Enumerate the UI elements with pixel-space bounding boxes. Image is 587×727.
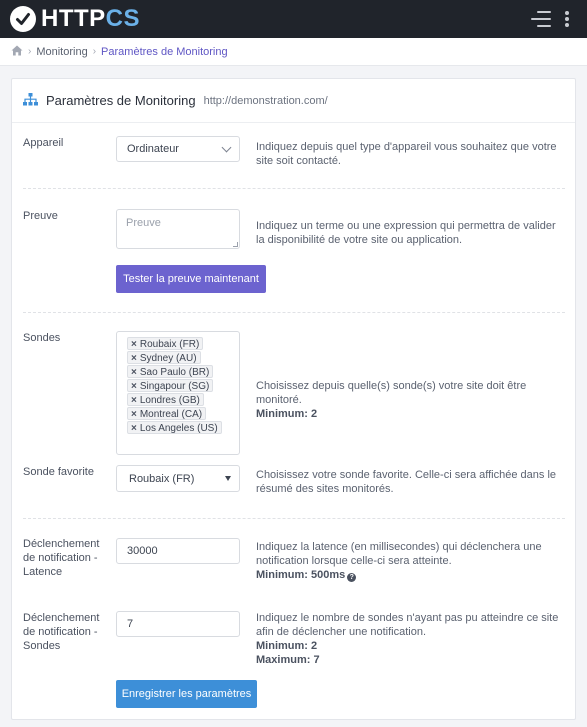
breadcrumb-separator-icon: › <box>28 46 32 57</box>
divider <box>23 188 565 189</box>
site-url: http://demonstration.com/ <box>203 94 328 107</box>
remove-icon[interactable]: × <box>131 381 137 392</box>
sondes-label: Sondes <box>23 332 61 344</box>
latence-input[interactable] <box>116 538 240 564</box>
save-settings-button[interactable]: Enregistrer les paramètres <box>116 680 257 708</box>
sondes-min: Minimum: 2 <box>256 408 318 420</box>
preuve-label: Preuve <box>23 210 58 222</box>
sonde-favorite-value: Roubaix (FR) <box>129 472 195 485</box>
sondes-trigger-max: Maximum: 7 <box>256 654 320 666</box>
sitemap-icon <box>23 93 38 109</box>
resize-handle-icon[interactable] <box>233 242 238 247</box>
sondes-trigger-min: Minimum: 2 <box>256 640 318 652</box>
remove-icon[interactable]: × <box>131 353 137 364</box>
home-icon[interactable] <box>11 45 23 59</box>
sondes-multiselect[interactable] <box>116 331 240 455</box>
menu-icon[interactable] <box>531 11 551 27</box>
sondes-help: Choisissez depuis quelle(s) sonde(s) votre site doit être monitoré. Minimum: 2 <box>256 380 527 420</box>
chevron-down-icon <box>222 143 232 153</box>
probe-tag[interactable]: × Roubaix (FR) <box>127 337 203 350</box>
divider <box>23 518 565 519</box>
sonde-favorite-help: Choisissez votre sonde favorite. Celle-ci sera affichée dans le résumé des sites monitorés. <box>256 469 557 495</box>
appareil-select[interactable] <box>116 136 240 162</box>
breadcrumb-separator-icon: › <box>92 46 97 57</box>
checkmark-icon <box>10 6 36 32</box>
breadcrumb-current: Paramètres de Monitoring <box>101 45 228 58</box>
probe-tag[interactable]: × Sao Paulo (BR) <box>127 365 213 378</box>
probe-tag[interactable]: × Londres (GB) <box>127 393 204 406</box>
remove-icon[interactable]: × <box>131 339 137 350</box>
divider <box>23 312 565 313</box>
top-bar <box>0 0 587 38</box>
breadcrumb-monitoring[interactable]: Monitoring <box>36 45 88 58</box>
more-options-icon[interactable] <box>564 11 570 27</box>
sondes-trigger-label: Déclenchement de notification - Sondes <box>23 612 100 652</box>
latence-label: Déclenchement de notification - Latence <box>23 538 100 578</box>
sonde-favorite-label: Sonde favorite <box>23 466 94 478</box>
card-title: Paramètres de Monitoring <box>46 93 196 108</box>
sonde-favorite-select[interactable] <box>116 465 240 492</box>
card-header <box>12 79 575 123</box>
preuve-placeholder: Preuve <box>126 217 161 229</box>
caret-down-icon <box>225 476 231 481</box>
preuve-help: Indiquez un terme ou une expression qui permettra de valider la disponibilité de votre site ou application. <box>256 220 556 246</box>
remove-icon[interactable]: × <box>131 409 137 420</box>
remove-icon[interactable]: × <box>131 395 137 406</box>
latence-min: Minimum: 500ms <box>256 569 346 581</box>
sondes-trigger-value: 7 <box>127 618 134 630</box>
sondes-trigger-help: Indiquez le nombre de sondes n'ayant pas pu atteindre ce site afin de déclencher une notification. Minimum: 2 Maximum: 7 <box>256 612 559 666</box>
settings-card <box>11 78 576 720</box>
latence-help: Indiquez la latence (en millisecondes) qui déclenchera une notification lorsque celle-ci sera atteinte. Minimum: 500ms ? <box>256 541 542 581</box>
appareil-label: Appareil <box>23 137 64 149</box>
remove-icon[interactable]: × <box>131 423 137 434</box>
test-proof-button[interactable]: Tester la preuve maintenant <box>116 265 266 293</box>
probe-tag[interactable]: × Montreal (CA) <box>127 407 206 420</box>
logo[interactable] <box>10 5 140 33</box>
question-circle-icon[interactable]: ? <box>347 573 356 582</box>
preuve-textarea[interactable] <box>116 209 240 249</box>
probe-tag[interactable]: × Singapour (SG) <box>127 379 213 392</box>
appareil-value: Ordinateur <box>127 143 179 155</box>
remove-icon[interactable]: × <box>131 367 137 378</box>
latence-value: 30000 <box>127 545 158 557</box>
logo-text: HTTPCS <box>41 5 141 32</box>
breadcrumb <box>0 38 587 66</box>
sondes-trigger-input[interactable] <box>116 611 240 637</box>
probe-tag[interactable]: × Los Angeles (US) <box>127 421 222 434</box>
probe-tag[interactable]: × Sydney (AU) <box>127 351 201 364</box>
appareil-help: Indiquez depuis quel type d'appareil vous souhaitez que votre site soit contacté. <box>256 141 557 167</box>
